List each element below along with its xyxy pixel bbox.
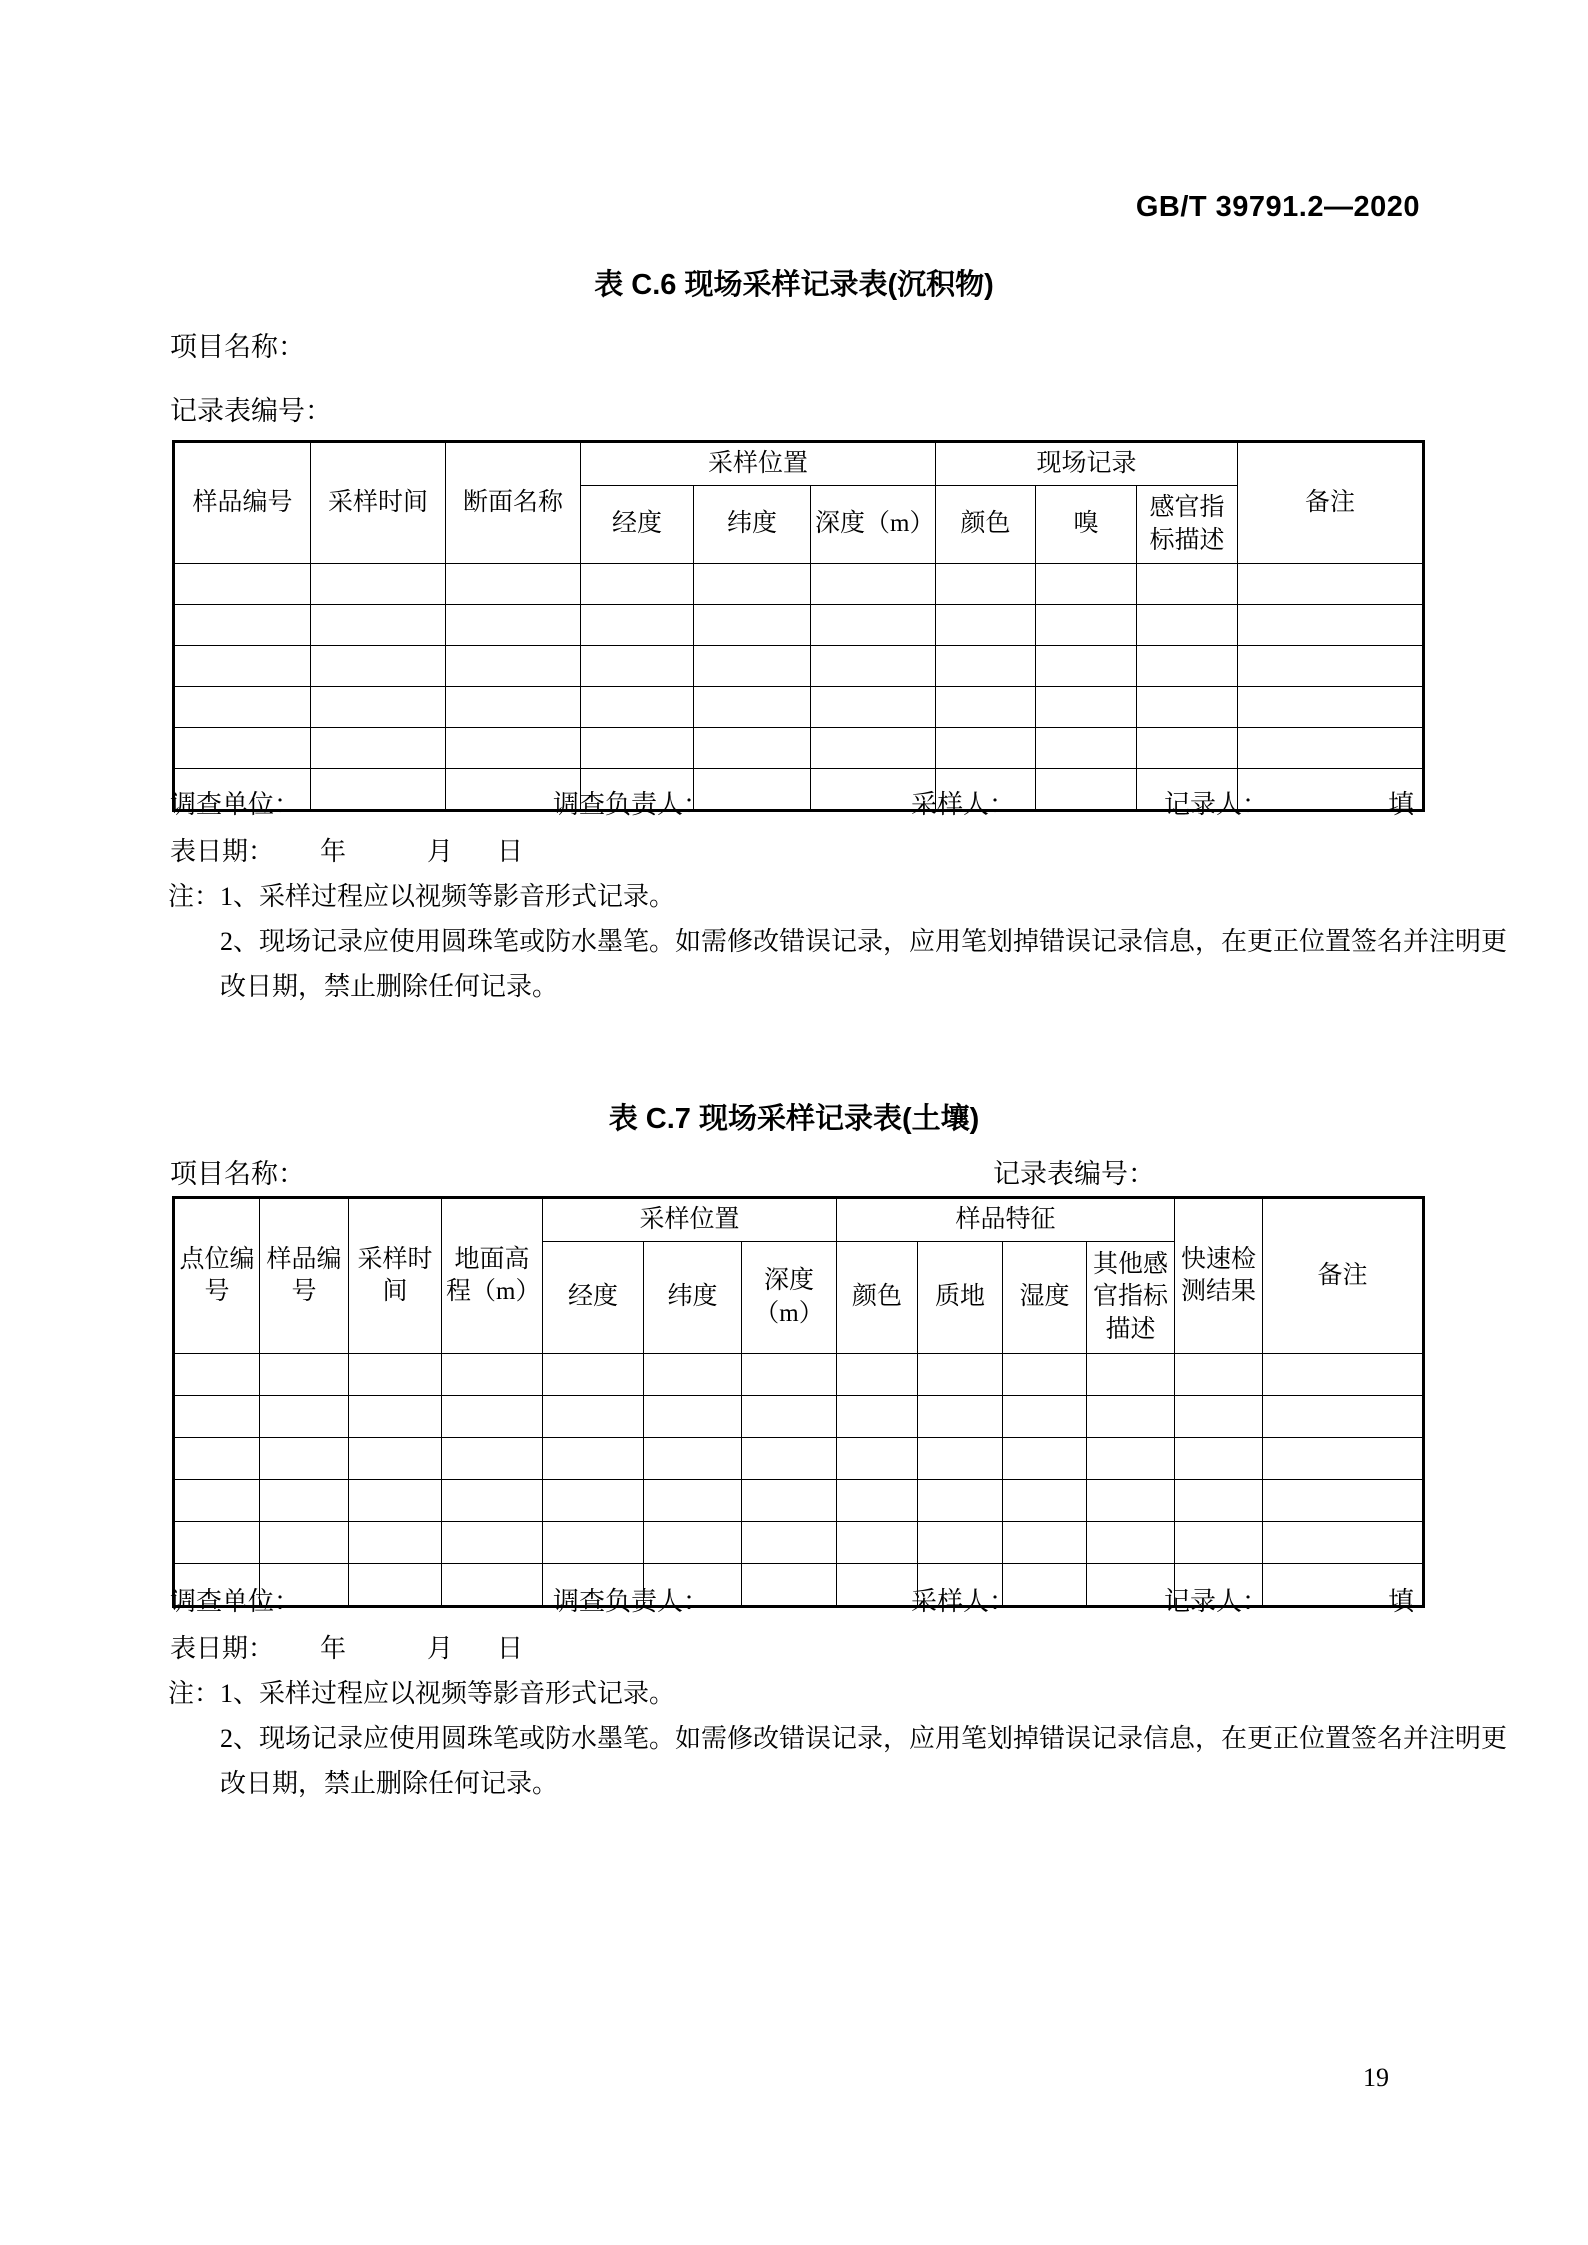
table-row <box>174 1522 1424 1564</box>
empty-cell <box>174 1354 260 1396</box>
c6-recorder-label: 记录人： <box>1164 790 1269 819</box>
c7-col-other-sensory: 其他感官指标描述 <box>1087 1242 1175 1354</box>
empty-cell <box>694 605 811 646</box>
c7-fill-date-label: 表日期： <box>170 1634 275 1663</box>
c6-note-line2: 2、现场记录应使用圆珠笔或防水墨笔。如需修改错误记录，应用笔划掉错误记录信息，在更正位置签名并注明更 <box>220 927 1508 956</box>
empty-cell <box>349 1564 442 1607</box>
empty-cell <box>936 564 1036 605</box>
empty-cell <box>349 1522 442 1564</box>
empty-cell <box>543 1522 644 1564</box>
empty-cell <box>446 646 581 687</box>
empty-cell <box>174 728 311 769</box>
empty-cell <box>837 1396 918 1438</box>
empty-cell <box>174 1522 260 1564</box>
empty-cell <box>581 687 694 728</box>
empty-cell <box>311 728 446 769</box>
empty-cell <box>742 1438 837 1480</box>
c6-col-odor: 嗅 <box>1036 486 1137 564</box>
empty-cell <box>1087 1480 1175 1522</box>
c6-group-location: 采样位置 <box>581 442 936 486</box>
empty-cell <box>174 1438 260 1480</box>
c7-group-location: 采样位置 <box>543 1198 837 1242</box>
c7-header-group-row <box>174 1198 1424 1242</box>
empty-cell <box>644 1522 742 1564</box>
empty-cell <box>811 564 936 605</box>
empty-cell <box>442 1354 543 1396</box>
table-row <box>174 1438 1424 1480</box>
empty-cell <box>837 1480 918 1522</box>
table-row <box>174 1480 1424 1522</box>
c7-col-texture: 质地 <box>918 1242 1003 1354</box>
empty-cell <box>1003 1396 1087 1438</box>
empty-cell <box>694 769 811 811</box>
c7-fill-wrap-char: 填 <box>1388 1587 1415 1616</box>
page-number: 19 <box>1363 2063 1389 2092</box>
empty-cell <box>936 646 1036 687</box>
empty-cell <box>644 1396 742 1438</box>
empty-cell <box>1238 728 1424 769</box>
table-row <box>174 646 1424 687</box>
c6-col-remark: 备注 <box>1238 442 1424 564</box>
empty-cell <box>1036 564 1137 605</box>
empty-cell <box>1137 687 1238 728</box>
empty-cell <box>543 1438 644 1480</box>
empty-cell <box>837 1438 918 1480</box>
empty-cell <box>1087 1522 1175 1564</box>
empty-cell <box>349 1438 442 1480</box>
empty-cell <box>260 1396 349 1438</box>
empty-cell <box>1036 605 1137 646</box>
empty-cell <box>543 1354 644 1396</box>
c6-title: 表 C.6 现场采样记录表(沉积物) <box>594 269 994 301</box>
empty-cell <box>260 1438 349 1480</box>
standard-number: GB/T 39791.2—2020 <box>1135 191 1420 223</box>
empty-cell <box>936 605 1036 646</box>
c7-record-no-label: 记录表编号： <box>993 1159 1155 1189</box>
empty-cell <box>644 1438 742 1480</box>
empty-cell <box>442 1438 543 1480</box>
c6-note-line3: 改日期，禁止删除任何记录。 <box>220 972 559 1001</box>
c7-col-moisture: 湿度 <box>1003 1242 1087 1354</box>
empty-cell <box>311 564 446 605</box>
empty-cell <box>1175 1480 1263 1522</box>
empty-cell <box>1036 687 1137 728</box>
empty-cell <box>1238 646 1424 687</box>
empty-cell <box>1087 1438 1175 1480</box>
empty-cell <box>742 1396 837 1438</box>
empty-cell <box>918 1480 1003 1522</box>
c6-table <box>172 440 1425 812</box>
empty-cell <box>1137 728 1238 769</box>
empty-cell <box>446 605 581 646</box>
c7-note-line3: 改日期，禁止删除任何记录。 <box>220 1769 559 1798</box>
empty-cell <box>1036 646 1137 687</box>
empty-cell <box>694 564 811 605</box>
table-row <box>174 564 1424 605</box>
empty-cell <box>349 1396 442 1438</box>
c6-sampler-label: 采样人： <box>911 790 1016 819</box>
empty-cell <box>1003 1354 1087 1396</box>
empty-cell <box>311 769 446 811</box>
empty-cell <box>174 564 311 605</box>
c6-year-label: 年 <box>320 837 347 866</box>
empty-cell <box>1238 605 1424 646</box>
c6-survey-leader-label: 调查负责人： <box>553 790 710 819</box>
empty-cell <box>742 1480 837 1522</box>
empty-cell <box>694 646 811 687</box>
empty-cell <box>1263 1438 1424 1480</box>
c7-title: 表 C.7 现场采样记录表(土壤) <box>608 1103 980 1135</box>
empty-cell <box>1003 1438 1087 1480</box>
empty-cell <box>260 1480 349 1522</box>
c7-note-line2: 2、现场记录应使用圆珠笔或防水墨笔。如需修改错误记录，应用笔划掉错误记录信息，在更正位置签名并注明更 <box>220 1724 1508 1753</box>
empty-cell <box>1003 1522 1087 1564</box>
empty-cell <box>1175 1438 1263 1480</box>
c7-col-quick-test: 快速检测结果 <box>1175 1198 1263 1354</box>
empty-cell <box>442 1396 543 1438</box>
empty-cell <box>1263 1522 1424 1564</box>
empty-cell <box>918 1396 1003 1438</box>
c6-note-line1: 注：1、采样过程应以视频等影音形式记录。 <box>168 882 676 911</box>
c6-col-depth: 深度（m） <box>811 486 936 564</box>
c6-col-sensory-desc: 感官指标描述 <box>1137 486 1238 564</box>
empty-cell <box>1036 769 1137 811</box>
table-row <box>174 1354 1424 1396</box>
empty-cell <box>1137 646 1238 687</box>
c7-col-color: 颜色 <box>837 1242 918 1354</box>
c7-col-sample-no: 样品编号 <box>260 1198 349 1354</box>
c6-record-no-label: 记录表编号： <box>170 396 332 426</box>
empty-cell <box>1087 1396 1175 1438</box>
table-row <box>174 605 1424 646</box>
empty-cell <box>1238 687 1424 728</box>
empty-cell <box>174 1480 260 1522</box>
c7-col-latitude: 纬度 <box>644 1242 742 1354</box>
c7-col-remark: 备注 <box>1263 1198 1424 1354</box>
empty-cell <box>1003 1564 1087 1607</box>
empty-cell <box>936 687 1036 728</box>
empty-cell <box>918 1522 1003 1564</box>
c6-col-color: 颜色 <box>936 486 1036 564</box>
empty-cell <box>811 687 936 728</box>
empty-cell <box>837 1564 918 1607</box>
empty-cell <box>837 1354 918 1396</box>
empty-cell <box>442 1522 543 1564</box>
empty-cell <box>1175 1522 1263 1564</box>
empty-cell <box>644 1480 742 1522</box>
c7-sampler-label: 采样人： <box>911 1587 1016 1616</box>
empty-cell <box>1175 1354 1263 1396</box>
empty-cell <box>446 728 581 769</box>
empty-cell <box>1137 564 1238 605</box>
empty-cell <box>644 1354 742 1396</box>
empty-cell <box>349 1354 442 1396</box>
c7-col-point-no: 点位编号 <box>174 1198 260 1354</box>
c7-recorder-label: 记录人： <box>1164 1587 1269 1616</box>
empty-cell <box>742 1354 837 1396</box>
c7-survey-unit-label: 调查单位： <box>170 1587 301 1616</box>
empty-cell <box>581 605 694 646</box>
empty-cell <box>543 1396 644 1438</box>
c6-survey-unit-label: 调查单位： <box>170 790 301 819</box>
c7-col-sampling-time: 采样时间 <box>349 1198 442 1354</box>
c7-col-depth: 深度（m） <box>742 1242 837 1354</box>
empty-cell <box>742 1564 837 1607</box>
c6-fill-date-label: 表日期： <box>170 837 275 866</box>
empty-cell <box>174 1396 260 1438</box>
c7-year-label: 年 <box>320 1634 347 1663</box>
c6-day-label: 日 <box>497 837 524 866</box>
c7-col-longitude: 经度 <box>543 1242 644 1354</box>
c7-group-feature: 样品特征 <box>837 1198 1175 1242</box>
empty-cell <box>260 1522 349 1564</box>
empty-cell <box>446 564 581 605</box>
empty-cell <box>837 1522 918 1564</box>
empty-cell <box>1263 1480 1424 1522</box>
c6-fill-wrap-char: 填 <box>1388 790 1415 819</box>
empty-cell <box>1263 1354 1424 1396</box>
empty-cell <box>1087 1564 1175 1607</box>
table-row <box>174 687 1424 728</box>
c7-table <box>172 1196 1425 1608</box>
empty-cell <box>543 1480 644 1522</box>
table-row <box>174 1396 1424 1438</box>
empty-cell <box>260 1354 349 1396</box>
empty-cell <box>811 728 936 769</box>
c6-project-name-label: 项目名称： <box>170 332 305 362</box>
c6-group-field-record: 现场记录 <box>936 442 1238 486</box>
empty-cell <box>694 687 811 728</box>
empty-cell <box>1238 564 1424 605</box>
empty-cell <box>442 1480 543 1522</box>
empty-cell <box>581 564 694 605</box>
empty-cell <box>581 646 694 687</box>
empty-cell <box>349 1480 442 1522</box>
empty-cell <box>1087 1354 1175 1396</box>
empty-cell <box>174 646 311 687</box>
c6-col-latitude: 纬度 <box>694 486 811 564</box>
empty-cell <box>446 687 581 728</box>
c7-note-line1: 注：1、采样过程应以视频等影音形式记录。 <box>168 1679 676 1708</box>
table-row <box>174 728 1424 769</box>
c7-project-name-label: 项目名称： <box>170 1159 305 1189</box>
empty-cell <box>1175 1396 1263 1438</box>
empty-cell <box>742 1522 837 1564</box>
c7-month-label: 月 <box>427 1634 454 1663</box>
c6-month-label: 月 <box>427 837 454 866</box>
empty-cell <box>918 1438 1003 1480</box>
c6-header-group-row <box>174 442 1424 486</box>
empty-cell <box>581 728 694 769</box>
c6-col-sample-no: 样品编号 <box>174 442 311 564</box>
empty-cell <box>1003 1480 1087 1522</box>
empty-cell <box>311 687 446 728</box>
c7-survey-leader-label: 调查负责人： <box>553 1587 710 1616</box>
empty-cell <box>442 1564 543 1607</box>
empty-cell <box>174 687 311 728</box>
empty-cell <box>918 1354 1003 1396</box>
c6-col-section-name: 断面名称 <box>446 442 581 564</box>
c6-col-sampling-time: 采样时间 <box>311 442 446 564</box>
empty-cell <box>811 605 936 646</box>
empty-cell <box>694 728 811 769</box>
empty-cell <box>1036 728 1137 769</box>
empty-cell <box>174 605 311 646</box>
empty-cell <box>811 646 936 687</box>
empty-cell <box>1137 605 1238 646</box>
empty-cell <box>311 605 446 646</box>
empty-cell <box>1263 1396 1424 1438</box>
empty-cell <box>311 646 446 687</box>
empty-cell <box>936 728 1036 769</box>
c7-day-label: 日 <box>497 1634 524 1663</box>
c7-col-ground-elevation: 地面高程（m） <box>442 1198 543 1354</box>
c6-col-longitude: 经度 <box>581 486 694 564</box>
